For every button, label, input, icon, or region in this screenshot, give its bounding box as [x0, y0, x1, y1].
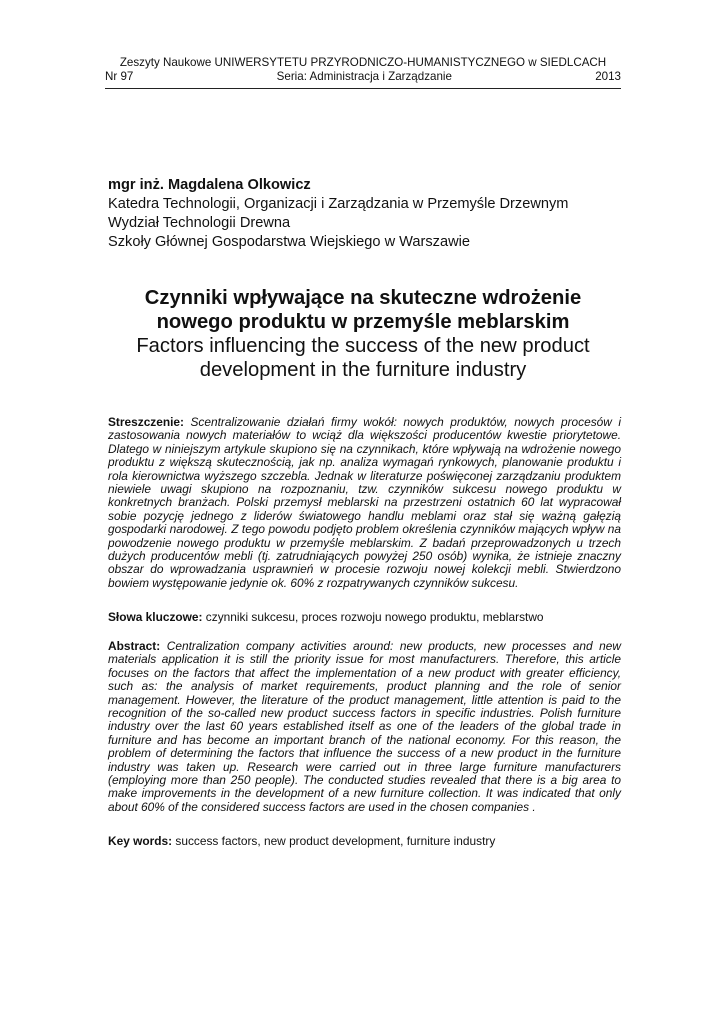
author-block: [108, 176, 624, 252]
issue-number: Nr 97: [105, 70, 134, 83]
keywords-english: [108, 835, 621, 848]
abstract-polish-text: Scentralizowanie działań firmy wokół: nowych produktów, nowych procesów i zastosowania nowych materiałów to wciąż dla większości producentów kwestie priorytetowe. Dlatego w niniejszym artykule skupiono się na czynnikach, które wpływają na wdrożenie nowego produktu z większą skutecznością, jak np. analiza wymagań rynkowych, planowanie produktu i rola kierownictwa wyższego szczebla. Jednak w literaturze poświęconej zarządzaniu produktem niewiele uwagi skupiono na rozpoznaniu, tzw. czynników sukcesu nowego produktu w konkretnych branżach. Polski przemysł meblarski na przestrzeni ostatnich 60 lat wypracował sobie pozycję jednego z liderów światowego handlu meblami oraz stał się ważną gałęzią gospodarki narodowej. Z tego powodu podjęto problem określenia czynników mających wpływ na powodzenie nowego produktu w przemyśle meblarskim. Z badań przeprowadzonych u trzech dużych producentów mebli (tj. zatrudniających powyżej 250 osób) wynika, że istnieje znaczny obszar do wprowadzania usprawnień w procesie rozwoju nowej kolekcji mebli. Stwierdzono bowiem występowanie jedynie ok. 60% z rozpatrywanych czynników sukcesu.: [108, 415, 621, 590]
page-header: [105, 56, 621, 84]
journal-name: Zeszyty Naukowe UNIWERSYTETU PRZYRODNICZO-HUMANISTYCZNEGO w SIEDLCACH: [119, 56, 607, 69]
title-english-line-2: development in the furniture industry: [199, 359, 527, 381]
keywords-polish-label: Słowa kluczowe:: [108, 610, 206, 624]
header-rule: [105, 88, 621, 89]
keywords-english-label: Key words:: [108, 834, 176, 848]
title-english-line-1: Factors influencing the success of the new product: [136, 335, 590, 357]
keywords-polish: [108, 611, 621, 624]
affiliation-line-2: Wydział Technologii Drewna: [108, 215, 291, 231]
abstract-english-text: Centralization company activities around: new products, new processes and new materials application it is still the priority issue for most manufacturers. Therefore, this article focuses on the factors that affect the implementation of a new product with greater efficiency, such as: the analysis of market requirements, product planning and the role of senior management. However, the literature of the product management, little attention is paid to the recognition of the so-called new product success factors in specific industries. Polish furniture industry over the last 60 years established itself as one of the leaders of the global trade in furniture and has become an important branch of the national economy. For this reason, the problem of determining the factors that influence the success of a new product in the furniture industry was taken up. Research were carried out in three large furniture manufacturers (employing more than 250 people). The conducted studies revealed that there is a big area to make improvements in the development of a new furniture collection. It was indicated that only about 60% of the considered success factors are used in the chosen companies .: [108, 639, 621, 814]
abstract-english-label: Abstract:: [108, 639, 167, 653]
title-block: [105, 286, 621, 382]
abstract-english: [108, 640, 621, 814]
abstract-polish-label: Streszczenie:: [108, 415, 191, 429]
affiliation-line-1: Katedra Technologii, Organizacji i Zarządzania w Przemyśle Drzewnym: [108, 196, 569, 212]
keywords-english-text: success factors, new product development, furniture industry: [175, 834, 496, 848]
author-name: mgr inż. Magdalena Olkowicz: [108, 177, 311, 193]
abstract-polish: [108, 416, 621, 590]
keywords-polish-text: czynniki sukcesu, proces rozwoju nowego produktu, meblarstwo: [205, 610, 544, 624]
title-polish-line-2: nowego produktu w przemyśle meblarskim: [156, 311, 570, 333]
issue-year: 2013: [595, 70, 621, 83]
series-name: Seria: Administracja i Zarządzanie: [276, 70, 452, 83]
affiliation-line-3: Szkoły Głównej Gospodarstwa Wiejskiego w Warszawie: [108, 234, 470, 250]
title-polish-line-1: Czynniki wpływające na skuteczne wdrożenie: [144, 287, 582, 309]
header-meta-row: [105, 70, 621, 84]
